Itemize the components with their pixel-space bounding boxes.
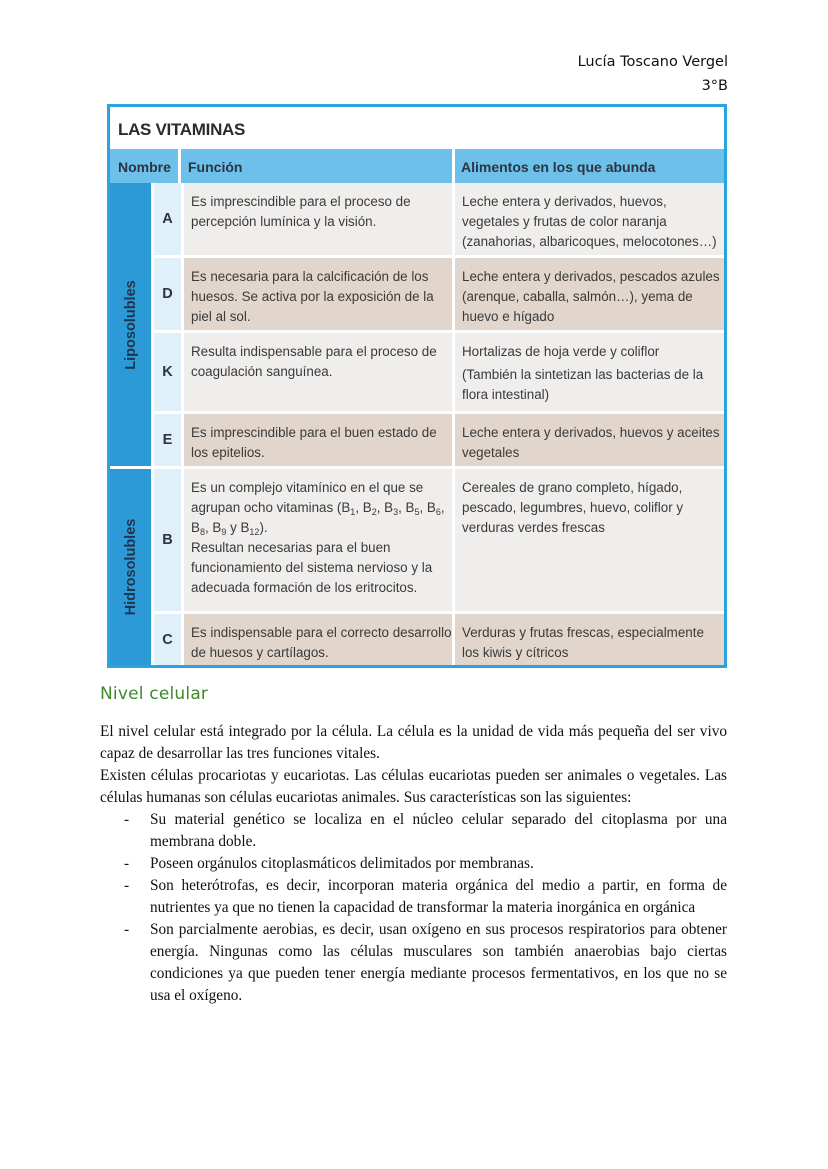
vitamin-letter: K [154, 333, 181, 411]
function-intro: Es un complejo vitamínico en el que se agrupan ocho vitaminas (B [191, 480, 424, 515]
list-item-text: Son parcialmente aerobias, es decir, usan oxígeno en sus procesos respiratorios para obtener energía. Ningunas como las células musculares son también anaerobias bajo ciertas condiciones ya que pueden tener energía mediante procesos fermentativos, en los que no se usa el oxígeno. [150, 921, 727, 1004]
vitamin-sub: 8 [199, 527, 205, 537]
foods-note: (También la sintetizan las bacterias de la flora intestinal) [462, 367, 704, 402]
list-item-text: Son heterótrofas, es decir, incorporan materia orgánica del medio a partir, en forma de nutrientes ya que no tienen la capacidad de transformar la materia inorgánica en orgánica [150, 877, 727, 916]
bullet-marker: - [124, 921, 130, 938]
table-row [154, 183, 724, 255]
vitamin-sub: 12 [249, 527, 260, 537]
header-name: Nombre [118, 159, 171, 175]
foods-text: Leche entera y derivados, huevos y aceites vegetales [462, 425, 720, 460]
foods-cell [455, 469, 724, 611]
vitamin-sub: 9 [221, 527, 227, 537]
function-text: Es imprescindible para el proceso de percepción lumínica y la visión. [191, 194, 411, 229]
function-cell [184, 414, 452, 466]
paragraph: El nivel celular está integrado por la célula. La célula es la unidad de vida más pequeña del ser vivo capaz de desarrollar las tres funciones vitales. [100, 723, 727, 762]
function-cell [184, 183, 452, 255]
function-extra: Resultan necesarias para el buen funcionamiento del sistema nervioso y la adecuada formación de los eritrocitos. [191, 540, 433, 595]
table-row [154, 333, 724, 411]
foods-text: Leche entera y derivados, pescados azules (arenque, caballa, salmón…), yema de huevo e hígado [462, 269, 720, 324]
class-label: 3°B [701, 78, 728, 94]
group-liposoluble [110, 183, 151, 466]
bullet-marker: - [124, 877, 130, 894]
header-foods: Alimentos en los que abunda [461, 159, 656, 175]
function-text: Resulta indispensable para el proceso de coagulación sanguínea. [191, 344, 437, 379]
table-row [154, 469, 724, 611]
function-text: Es un complejo vitamínico en el que se agrupan ocho vitaminas ($B_1$, $B_2$, $B_3$, $B_5$, $B_6$, $B_8$, $B_9$ y $B_{12}$). [191, 480, 445, 537]
table-row [154, 414, 724, 466]
characteristics-list [100, 809, 727, 1007]
foods-text: Verduras y frutas frescas, especialmente los kiwis y cítricos [462, 625, 704, 660]
header-divider [452, 149, 455, 183]
section-title: Nivel celular [100, 684, 209, 704]
function-text: Es imprescindible para el buen estado de los epitelios. [191, 425, 437, 460]
vitamin-letter: D [154, 258, 181, 330]
list-item [100, 853, 727, 875]
vitamin-letter: C [154, 614, 181, 665]
function-text: Es indispensable para el correcto desarrollo de huesos y cartílagos. [191, 625, 452, 660]
vitamin-letter: A [154, 183, 181, 255]
foods-cell [455, 414, 724, 466]
vitamin-letter: E [154, 414, 181, 466]
vitamin-sub: 5 [414, 507, 420, 517]
vitamins-table [107, 104, 727, 668]
foods-cell [455, 333, 724, 411]
table-title: LAS VITAMINAS [110, 107, 724, 149]
vitamin-sub: 3 [393, 507, 399, 517]
table-row [154, 614, 724, 665]
vitamin-sub: 1 [350, 507, 356, 517]
vitamin-letter: B [154, 469, 181, 611]
list-item [100, 809, 727, 853]
function-cell [184, 614, 452, 665]
foods-text: Leche entera y derivados, huevos, vegetales y frutas de color naranja (zanahorias, albaricoques, melocotones…) [462, 194, 717, 249]
list-item [100, 875, 727, 919]
list-item-text: Su material genético se localiza en el núcleo celular separado del citoplasma por una membrana doble. [150, 811, 727, 850]
foods-text: Cereales de grano completo, hígado, pescado, legumbres, huevo, coliflor y verduras verdes frescas [462, 480, 684, 535]
function-cell [184, 333, 452, 411]
vitamin-sub: 2 [371, 507, 377, 517]
group-hydrosoluble [110, 469, 151, 665]
group-label-hydrosoluble: Hidrosolubles [122, 518, 139, 616]
bullet-marker: - [124, 811, 130, 828]
foods-cell [455, 183, 724, 255]
header-divider [178, 149, 181, 183]
foods-cell [455, 258, 724, 330]
foods-cell [455, 614, 724, 665]
function-cell [184, 258, 452, 330]
section-body [100, 721, 727, 1007]
table-row [154, 258, 724, 330]
function-cell [184, 469, 452, 611]
list-item [100, 919, 727, 1007]
function-text: Es necesaria para la calcificación de los huesos. Se activa por la exposición de la piel al sol. [191, 269, 434, 324]
header-function: Función [188, 159, 243, 175]
author-name: Lucía Toscano Vergel [577, 54, 728, 70]
list-item-text: Poseen orgánulos citoplasmáticos delimitados por membranas. [150, 855, 534, 872]
paragraph: Existen células procariotas y eucariotas. Las células eucariotas pueden ser animales o vegetales. Las células humanas son células eucariotas animales. Sus características son las siguientes: [100, 767, 727, 806]
vitamin-sub: 6 [435, 507, 441, 517]
table-header-row [110, 149, 724, 183]
page-header [578, 50, 728, 98]
bullet-marker: - [124, 855, 130, 872]
group-label-liposoluble: Liposolubles [122, 279, 139, 370]
foods-text: Hortalizas de hoja verde y coliflor [462, 344, 660, 359]
